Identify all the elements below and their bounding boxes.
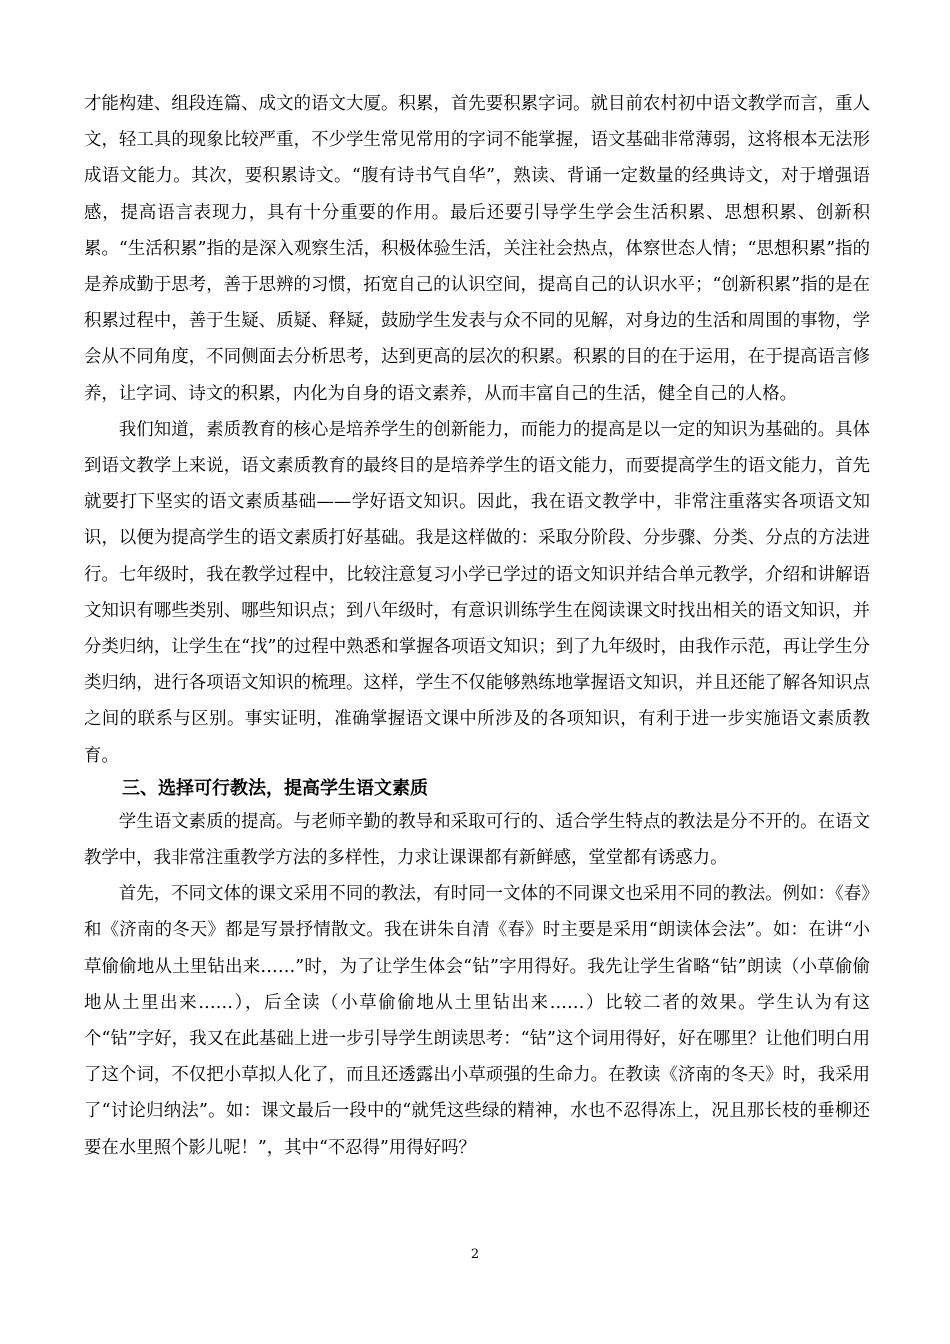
paragraph-knowledge: 我们知道，素质教育的核心是培养学生的创新能力，而能力的提高是以一定的知识为基础的。具体到语文教学上来说，语文素质教育的最终目的是培养学生的语文能力，而要提高学生的语文能力，首先就要打下坚实的语文素质基础——学好语文知识。因此，我在语文教学中，非常注重落实各项语文知识，以便为提高学生的语文素质打好基础。我是这样做的：采取分阶段、分步骤、分类、分点的方法进行。七年级时，我在教学过程中，比较注意复习小学已学过的语文知识并结合单元教学，介绍和讲解语文知识有哪些类别、哪些知识点；到八年级时，有意识训练学生在阅读课文时找出相关的语文知识，并分类归纳，让学生在“找”的过程中熟悉和掌握各项语文知识；到了九年级时，由我作示范，再让学生分类归纳，进行各项语文知识的梳理。这样，学生不仅能够熟练地掌握语文知识，并且还能了解各知识点之间的联系与区别。事实证明，准确掌握语文课中所涉及的各项知识，有利于进一步实施语文素质教育。	[84, 419, 870, 766]
paragraph-methods-intro: 学生语文素质的提高。与老师辛勤的教导和采取可行的、适合学生特点的教法是分不开的。在语文教学中，我非常注重教学方法的多样性，力求让课课都有新鲜感，堂堂都有诱惑力。	[84, 811, 870, 869]
page-number: 2	[470, 1247, 480, 1262]
section-heading: 三、选择可行教法，提高学生语文素质	[122, 777, 428, 799]
paragraph-methods-examples: 首先，不同文体的课文采用不同的教法，有时同一文体的不同课文也采用不同的教法。例如：《春》和《济南的冬天》都是写景抒情散文。我在讲朱自清《春》时主要是采用“朗读体会法”。如：在讲“小草偷偷地从土里钻出来……”时，为了让学生体会“钻”字用得好。我先让学生省略“钻”朗读（小草偷偷地从土里出来……），后全读（小草偷偷地从土里钻出来……）比较二者的效果。学生认为有这个“钻”字好，我又在此基础上进一步引导学生朗读思考：“钻”这个词用得好，好在哪里？让他们明白用了这个词，不仅把小草拟人化了，而且还透露出小草顽强的生命力。在教读《济南的冬天》时，我采用了“讨论归纳法”。如：课文最后一段中的“就凭这些绿的精神，水也不忍得冻上，况且那长枝的垂柳还要在水里照个影儿呢！”，其中“不忍得”用得好吗？	[84, 884, 870, 1158]
document-body	[84, 86, 870, 1166]
paragraph-accumulation: 才能构建、组段连篇、成文的语文大厦。积累，首先要积累字词。就目前农村初中语文教学而言，重人文，轻工具的现象比较严重，不少学生常见常用的字词不能掌握，语文基础非常薄弱，这将根本无法形成语文能力。其次，要积累诗文。“腹有诗书气自华”，熟读、背诵一定数量的经典诗文，对于增强语感，提高语言表现力，具有十分重要的作用。最后还要引导学生学会生活积累、思想积累、创新积累。“生活积累”指的是深入观察生活，积极体验生活，关注社会热点，体察世态人情；“思想积累”指的是养成勤于思考，善于思辨的习惯，拓宽自己的认识空间，提高自己的认识水平；“创新积累”指的是在积累过程中，善于生疑、质疑、释疑，鼓励学生发表与众不同的见解，对身边的生活和周围的事物，学会从不同角度，不同侧面去分析思考，达到更高的层次的积累。积累的目的在于运用，在于提高语言修养，让字词、诗文的积累，内化为自身的语文素养，从而丰富自己的生活，健全自己的人格。	[84, 94, 870, 404]
